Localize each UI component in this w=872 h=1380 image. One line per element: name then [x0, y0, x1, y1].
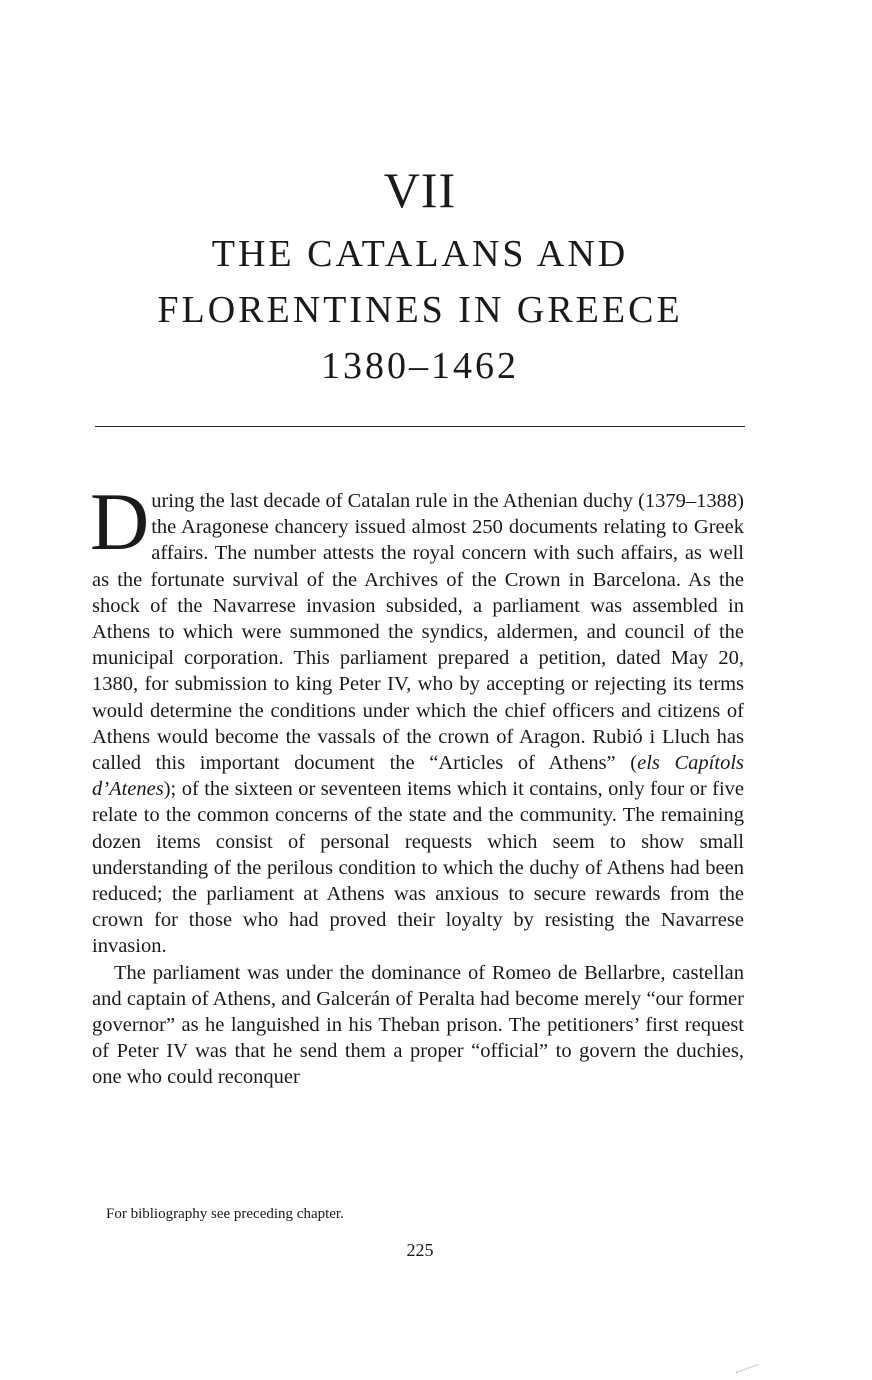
paragraph-1-text-b: ); of the sixteen or seventeen items which it contains, only four or five relate to the common concerns of the state and the community. The remaining dozen items consist of personal requests which seem to show small understanding of the perilous condition to which the duchy of Athens had been reduced; the parliament at Athens was anxious to secure rewards from the crown for those who had proved their loyalty by resisting the Navarrese invasion. — [92, 778, 744, 958]
chapter-date-range: 1380–1462 — [321, 345, 519, 387]
chapter-title-line-2: FLORENTINES IN GREECE — [157, 289, 683, 331]
paragraph-1-text-a: uring the last decade of Catalan rule in the Athenian duchy (1379–1388) the Aragonese chancery issued almost 250 documents relating to Greek affairs. The number attests the royal concern with such affairs, as well as the fortunate survival of the Archives of the Crown in Barcelona. As the shock of the Navarrese invasion subsided, a parliament was assembled in Athens to which were summoned the syndics, aldermen, and council of the municipal corporation. This parliament prepared a petition, dated May 20, 1380, for submission to king Peter IV, who by accepting or rejecting its terms would determine the conditions under which the chief officers and citizens of Athens would become the vassals of the crown of Aragon. Rubió i Lluch has called this important document the “Articles of Athens” ( — [92, 490, 744, 775]
paragraph-1-italic: els Capítols d’Atenes — [92, 752, 744, 801]
title-divider — [95, 426, 745, 427]
chapter-title — [0, 226, 840, 394]
chapter-title-line-1: THE CATALANS AND — [211, 233, 629, 275]
stray-mark — [736, 1364, 759, 1373]
page-number: 225 — [406, 1240, 434, 1260]
footnote: For bibliography see preceding chapter. — [106, 1206, 344, 1222]
drop-cap: D — [90, 476, 150, 567]
body-text — [90, 476, 744, 1091]
chapter-number: VII — [383, 162, 457, 218]
paragraph-1 — [90, 476, 744, 960]
paragraph-2: The parliament was under the dominance of Romeo de Bellarbre, castellan and captain of Athens, and Galcerán of Peralta had become merely “our former governor” as he languished in his Theban prison. The petitioners’ first request of Peter IV was that he send them a proper “official” to govern the duchies, one who could reconquer — [92, 961, 744, 1089]
